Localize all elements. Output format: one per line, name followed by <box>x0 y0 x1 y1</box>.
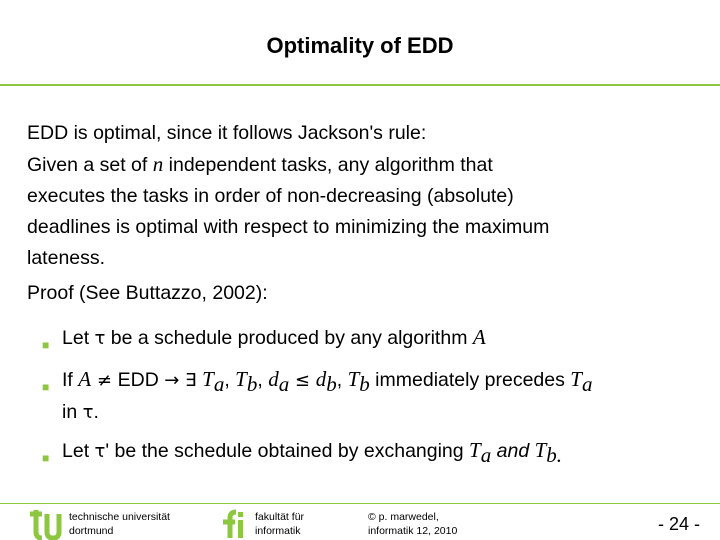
text: Let <box>62 327 95 349</box>
text: , <box>257 369 269 391</box>
text: EDD <box>117 369 165 391</box>
text: If <box>62 369 79 391</box>
var-A: A <box>78 367 92 391</box>
var-d: d <box>315 367 327 391</box>
slide-title: Optimality of EDD <box>266 33 454 58</box>
text: . <box>93 400 99 423</box>
para-text: independent tasks, any algorithm that <box>163 154 493 176</box>
para-line-2 <box>27 149 697 181</box>
text: and <box>491 440 535 462</box>
text: immediately precedes <box>369 369 571 391</box>
text: Let <box>62 440 95 462</box>
sub: b <box>326 371 337 396</box>
main-paragraph <box>27 118 697 274</box>
exists-symbol: ∃ <box>185 370 203 391</box>
para-line-4: deadlines is optimal with respect to minimizing the maximum <box>27 216 550 238</box>
var-T: T <box>235 367 247 391</box>
bullet-square-icon: ■ <box>42 451 50 465</box>
sub: b. <box>546 442 563 467</box>
fac-line-2: informatik <box>255 525 301 537</box>
sub: a <box>480 442 492 467</box>
fi-logo-icon <box>218 508 246 540</box>
bullet-square-icon: ■ <box>42 380 50 394</box>
le-symbol: ≤ <box>289 370 316 391</box>
sub: a <box>581 371 593 396</box>
var-T: T <box>534 438 547 462</box>
text: be a schedule produced by any algorithm <box>105 327 473 349</box>
footer-divider <box>0 503 720 504</box>
bullet-3 <box>42 436 562 469</box>
sub: a <box>278 371 290 396</box>
var-T: T <box>347 367 360 391</box>
faculty-name <box>255 510 304 538</box>
tau-symbol: τ <box>94 441 106 462</box>
copyright <box>368 510 457 538</box>
para-line-1: EDD is optimal, since it follows Jackson's rule: <box>27 122 427 144</box>
text: in <box>62 400 83 423</box>
title-divider <box>0 84 720 86</box>
tau-symbol: τ <box>82 401 94 423</box>
var-T: T <box>469 438 481 462</box>
para-text: Given a set of <box>27 154 153 176</box>
para-line-3: executes the tasks in order of non-decreasing (absolute) <box>27 185 514 207</box>
page-number: - 24 - <box>657 514 700 534</box>
var-T: T <box>202 367 214 391</box>
bullet-2 <box>42 365 592 427</box>
uni-line-2: dortmund <box>69 525 114 537</box>
tau-symbol: τ <box>94 328 106 349</box>
neq-symbol: ≠ <box>91 370 118 391</box>
uni-line-1: technische universität <box>69 511 170 523</box>
text: , <box>224 369 236 391</box>
sub: a <box>213 371 225 396</box>
arrow-symbol: → <box>164 370 186 391</box>
bullet-1 <box>42 323 486 353</box>
copy-line-1: © p. marwedel, <box>368 511 439 523</box>
var-n: n <box>152 152 164 176</box>
text: ' be the schedule obtained by exchanging <box>105 440 470 462</box>
tu-logo-icon <box>28 508 64 540</box>
sub: b <box>359 371 370 396</box>
var-A: A <box>472 325 486 349</box>
proof-label: Proof (See Buttazzo, 2002): <box>27 282 268 304</box>
bullet-square-icon: ■ <box>42 338 50 352</box>
var-d: d <box>268 367 279 391</box>
copy-line-2: informatik 12, 2010 <box>368 525 458 537</box>
var-T: T <box>570 367 582 391</box>
fac-line-1: fakultät für <box>255 511 305 523</box>
university-name <box>69 510 170 538</box>
sub: b <box>246 371 258 396</box>
text: , <box>336 369 348 391</box>
para-line-5: lateness. <box>27 247 106 269</box>
